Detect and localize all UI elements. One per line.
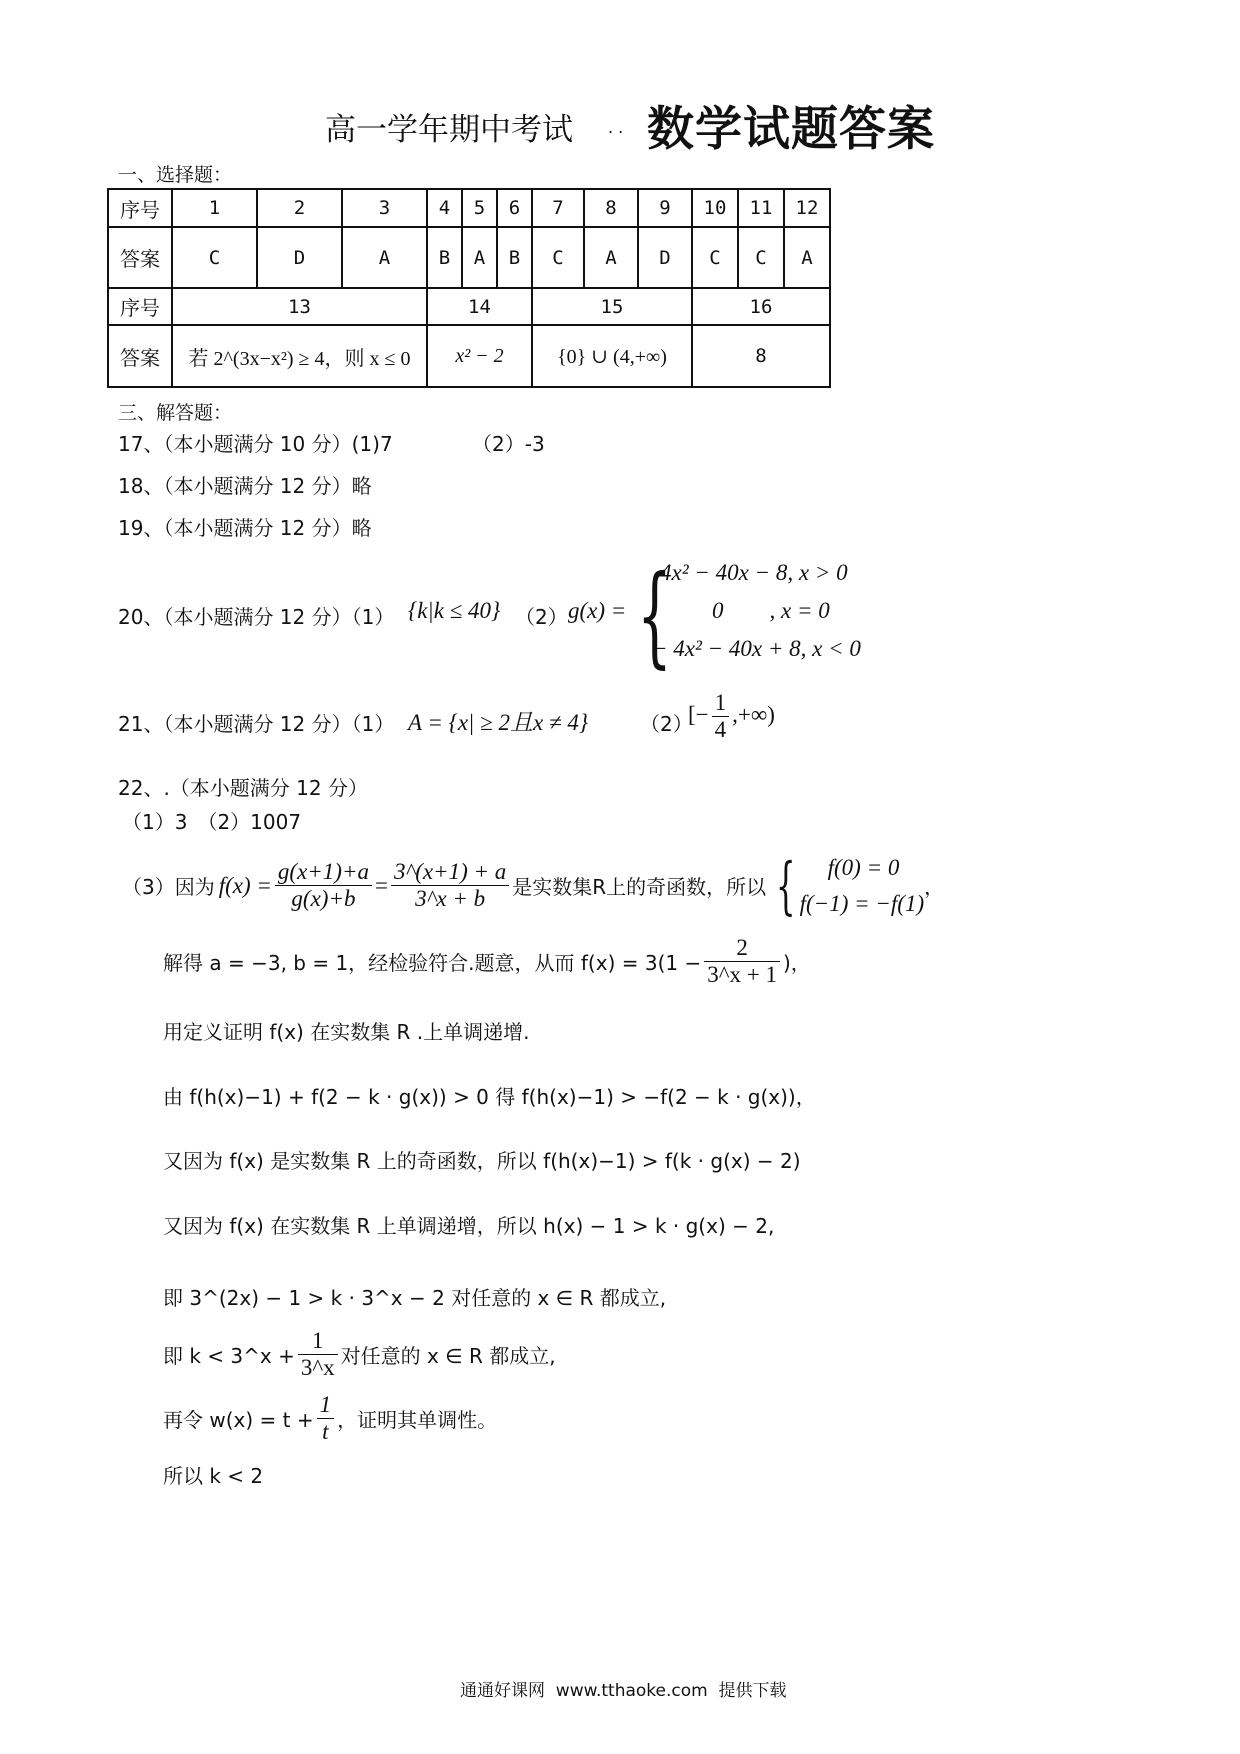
fraction <box>317 1392 335 1446</box>
denominator: g(x)+b <box>291 886 356 912</box>
p3-lead: （3）因为 <box>122 875 215 900</box>
table-cell: D <box>638 227 692 288</box>
title-dots: . . <box>608 118 624 137</box>
q17-label: 17、（本小题满分 10 分）(1)7 <box>118 432 393 456</box>
table-cell: x² − 2 <box>427 325 532 387</box>
p3-end: ， <box>924 875 945 900</box>
table-cell: 7 <box>532 189 584 227</box>
table-cell: 序号 <box>108 189 172 227</box>
table-cell: 答案 <box>108 325 172 387</box>
line9-text: 再令 w(x) = t + <box>163 1408 314 1433</box>
p3-f: f(x) = <box>218 872 272 898</box>
table-cell: {0} ∪ (4,+∞) <box>532 325 692 387</box>
table-cell: 12 <box>784 189 830 227</box>
section-solve-heading: 三、解答题： <box>118 402 233 424</box>
denominator: 3^x + b <box>415 886 486 912</box>
q19-label: 19、（本小题满分 12 分）略 <box>118 516 372 540</box>
system-eq-1: f(0) = 0 <box>827 855 900 880</box>
table-row <box>108 227 830 288</box>
table-cell: A <box>462 227 497 288</box>
table-cell: 序号 <box>108 288 172 325</box>
q21-set: A = {x| ≥ 2且x ≠ 4} <box>408 710 589 735</box>
q20-case-3: − 4x² − 40x + 8, x < 0 <box>652 636 861 661</box>
numerator: 2 <box>704 935 780 962</box>
q22-line3: 用定义证明 f(x) 在实数集 R .上单调递增. <box>163 1020 530 1044</box>
table-cell: 若 2^(3x−x²) ≥ 4，则 x ≤ 0 <box>172 325 427 387</box>
section-choice-heading: 一、选择题： <box>118 164 233 186</box>
fraction <box>712 690 730 744</box>
q20-case-1: 4x² − 40x − 8, x > 0 <box>660 560 848 585</box>
answer-table <box>107 188 831 388</box>
q18-label: 18、（本小题满分 12 分）略 <box>118 474 372 498</box>
table-cell: 16 <box>692 288 830 325</box>
q22-line10: 所以 k < 2 <box>163 1464 264 1488</box>
interval-left: [− <box>688 702 709 728</box>
interval-right: ,+∞) <box>732 702 775 728</box>
table-cell: 14 <box>427 288 532 325</box>
table-cell: A <box>784 227 830 288</box>
footer: 通通好课网 www.tthaoke.com 提供下载 <box>460 1681 787 1701</box>
line2-end: )， <box>782 951 811 976</box>
line8-text: 即 k < 3^x + <box>163 1344 295 1369</box>
system <box>800 850 924 921</box>
table-cell: 9 <box>638 189 692 227</box>
q22-line7: 即 3^(2x) − 1 > k · 3^x − 2 对任意的 x ∈ R 都成立, <box>163 1286 667 1310</box>
q21-interval <box>688 690 775 744</box>
p3-eq: = <box>375 872 388 898</box>
numerator: 1 <box>712 690 730 717</box>
title-left: 高一学年期中考试 <box>325 112 573 148</box>
table-cell: A <box>584 227 638 288</box>
table-cell: C <box>172 227 257 288</box>
line8-end: 对任意的 x ∈ R 都成立, <box>340 1344 556 1369</box>
table-cell: C <box>738 227 784 288</box>
q20-part2: （2） <box>515 605 568 629</box>
table-cell: B <box>497 227 532 288</box>
page-title: 数学试题答案 <box>647 102 935 157</box>
q22-parts12: （1）3 （2）1007 <box>122 810 302 834</box>
q20-label: 20、（本小题满分 12 分）（1） <box>118 605 395 629</box>
q21-part2: （2） <box>640 712 693 736</box>
p3-mid: 是实数集R上的奇函数，所以 <box>512 875 767 900</box>
table-cell: 6 <box>497 189 532 227</box>
table-cell: A <box>342 227 427 288</box>
q22-line4: 由 f(h(x)−1) + f(2 − k · g(x)) > 0 得 f(h(x)−1) > −f(2 − k · g(x))， <box>163 1085 816 1109</box>
table-cell: D <box>257 227 342 288</box>
table-row <box>108 189 830 227</box>
table-cell: 10 <box>692 189 738 227</box>
q21-label: 21、（本小题满分 12 分）（1） <box>118 712 395 736</box>
fraction <box>391 859 509 913</box>
table-row <box>108 325 830 387</box>
numerator: g(x+1)+a <box>275 859 372 886</box>
fraction <box>704 935 780 989</box>
q22-line2 <box>163 935 811 989</box>
denominator: 4 <box>714 717 727 743</box>
numerator: 1 <box>317 1392 335 1419</box>
table-cell: B <box>427 227 462 288</box>
table-row <box>108 288 830 325</box>
fraction <box>275 859 372 913</box>
q22-line5: 又因为 f(x) 是实数集 R 上的奇函数，所以 f(h(x)−1) > f(k · g(x) − 2) <box>163 1149 801 1173</box>
line9-end: ，证明其单调性。 <box>337 1408 498 1433</box>
table-cell: C <box>532 227 584 288</box>
fraction <box>298 1328 338 1382</box>
numerator: 3^(x+1) + a <box>391 859 509 886</box>
system-eq-2: f(−1) = −f(1) <box>799 890 925 916</box>
q22-p3 <box>122 850 944 921</box>
left-brace: { <box>776 848 796 922</box>
q22-line6: 又因为 f(x) 在实数集 R 上单调递增，所以 h(x) − 1 > k · g(x) − 2, <box>163 1214 775 1238</box>
q20-g: g(x) = <box>568 598 627 623</box>
line2-text: 解得 a = −3, b = 1，经检验符合.题意，从而 f(x) = 3(1 − <box>163 951 702 976</box>
table-cell: 4 <box>427 189 462 227</box>
table-cell: 1 <box>172 189 257 227</box>
table-cell: 2 <box>257 189 342 227</box>
denominator: 3^x + 1 <box>707 962 777 988</box>
left-brace: { <box>637 551 672 679</box>
table-cell: 8 <box>584 189 638 227</box>
denominator: 3^x <box>300 1355 335 1381</box>
table-cell: 11 <box>738 189 784 227</box>
table-cell: 3 <box>342 189 427 227</box>
q22-line8 <box>163 1328 556 1382</box>
q22-line9 <box>163 1392 497 1446</box>
table-cell: 5 <box>462 189 497 227</box>
q17-part2: （2）-3 <box>472 432 545 456</box>
table-cell: 13 <box>172 288 427 325</box>
denominator: t <box>322 1419 329 1445</box>
table-cell: C <box>692 227 738 288</box>
numerator: 1 <box>298 1328 338 1355</box>
table-cell: 15 <box>532 288 692 325</box>
table-cell: 答案 <box>108 227 172 288</box>
q20-set: {k|k ≤ 40} <box>408 598 501 623</box>
q20-case-2: 0 , x = 0 <box>712 598 830 623</box>
table-cell: 8 <box>692 325 830 387</box>
q22-label: 22、.（本小题满分 12 分） <box>118 776 368 800</box>
